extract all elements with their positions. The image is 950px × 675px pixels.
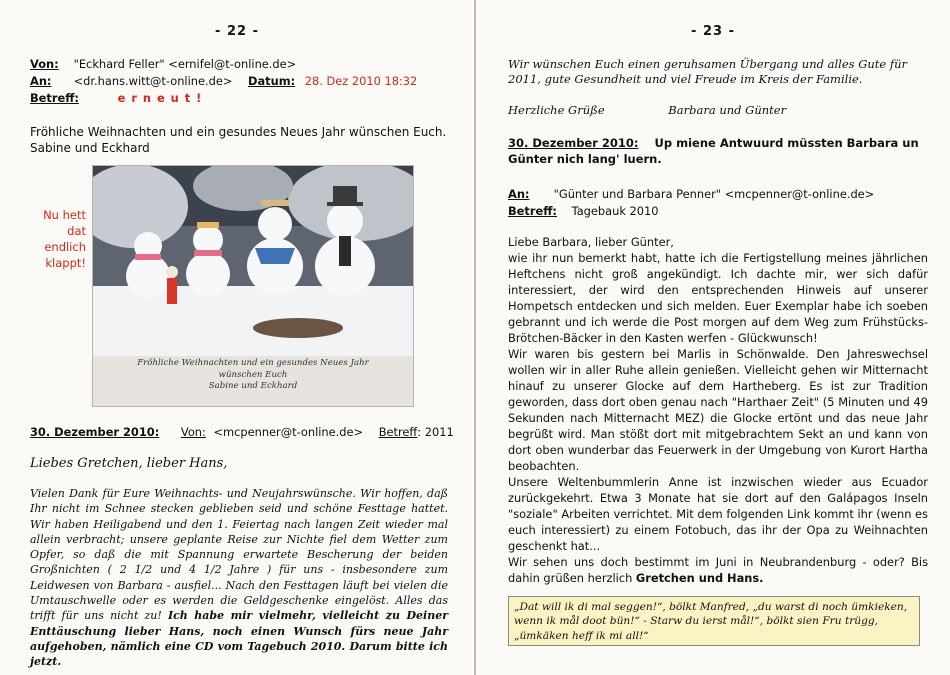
subject-label: Betreff: [508,204,557,218]
regards-label: Herzliche Grüße [508,103,605,117]
caption-line: Sabine und Eckhard [208,381,298,391]
subject-value: Tagebauk 2010 [571,204,659,218]
mail-subject-row [508,203,659,219]
regards-names: Barbara und Günter [668,103,787,117]
paragraph: Wir waren bis gestern bei Marlis in Schönwalde. Den Jahreswechsel wollen wir in aller Ruhe allein genießen. Vielleicht gehen wir Mitternacht hinauf zu unserer Glocke auf dem Hartheberg. Es ist zur Tradition geworden, dass dort oben genau nach "Harthaer Zeit" (5 Minuten und 49 Sekunden nach Mitternacht MEZ) die Glocke ertönt und das neue Jahr begrüßt wird. Man stößt dort mit mitgebrachtem Sekt an und kann von dort oben wunderbar das Feuerwerk in der Umgebung von Kurort Hartha beobachten. [508,347,928,473]
mail-from-row [30,56,296,72]
page-number: - 23 - [691,24,735,39]
side-note: Nu hett dat endlich klappt! [43,208,86,270]
letter-body [508,234,928,586]
right-page [476,0,950,675]
to-label: An: [30,74,52,88]
entry-title: Up miene Antwuurd müssten Barbara un Günter nich lang' luern. [508,136,919,166]
body-line: Sabine und Eckhard [30,141,150,155]
salutation: Liebe Barbara, lieber Günter, [508,235,674,249]
regards-row [508,103,786,117]
mail2-greeting: Liebes Gretchen, lieber Hans, [30,456,228,471]
mail2-body [30,486,448,670]
from-label: Von: [30,57,59,71]
quote-box [508,596,920,646]
mail2-paragraph-bold: Ich habe mir vielmehr, vielleicht zu Deiner Enttäuschung lieber Hans, noch einen Wunsch fürs neue Jahr aufgehoben, nämlich eine CD vom Tagebuch 2010. Darum bitte ich jetzt. [30,609,448,669]
date-value: 28. Dez 2010 18:32 [304,74,418,88]
entry-date: 30. Dezember 2010: [508,136,639,150]
to-label: An: [508,187,530,201]
closing-wish: Wir wünschen Euch einen geruhsamen Übergang und alles Gute für 2011, gute Gesundheit und viel Freude im Kreis der Familie. [508,57,908,87]
paragraph-text: Wir sehen uns doch bestimmt im Juni in Neubrandenburg - oder? Bis dahin grüßen herzlich [508,555,928,585]
mail2-subject-value: : 2011 [417,425,454,439]
snowman-photo-image [93,166,413,356]
mail2-subject-label: Betreff [378,425,418,439]
to-value: "Günter und Barbara Penner" <mcpenner@t-online.de> [553,187,875,201]
page-number: - 22 - [215,24,259,39]
paragraph [508,554,928,586]
paragraph: Unsere Weltenbummlerin Anne ist inzwischen wieder aus Ecuador zurückgekehrt. Etwa 3 Monate hat sie dort auf den Galápagos Inseln "soziale" Arbeiten verrichtet. Mit dem folgenden Link kommt ihr (wenn es euch interessiert) zu einem Fotobuch, das ihr der Opa zu Weihnachten geschenkt hat... [508,475,928,553]
mail-body [30,124,450,156]
from-value: "Eckhard Feller" <ernifel@t-online.de> [73,57,297,71]
caption-line: Fröhliche Weihnachten und ein gesundes Neues Jahr [137,358,369,368]
paragraph: wie ihr nun bemerkt habt, hatte ich die Fertigstellung meines jährlichen Heftchens nicht groß angekündigt. Ich dachte mir, wer sich dafür interessiert, der wird den entsprechenden Hinweis auf unserer Hompetsch entdecken und sich melden. Euer Exemplar habe ich soeben gebrannt und ich werde die Post morgen auf dem Weg zum Frühstücks-Brötchen-Bäcker in den Kasten werfen - Glückwunsch! [508,251,928,345]
caption-line: wünschen Euch [218,369,288,380]
date-label: Datum: [248,74,296,88]
quote-text: „Dat will ik di mal seggen!“, bölkt Manfred, „du warst di noch ümkieken, wenn ik mål doot bün!“ - Starw du ierst mål!“, bölkt sien Fru trügg, „ümkäken heff ik mi all!“ [514,601,908,642]
subject-label: Betreff: [30,91,79,105]
mail2-paragraph: Vielen Dank für Eure Weihnachts- und Neujahrswünsche. Wir hoffen, daß Ihr nicht im Schnee stecken geblieben seid und schöne Festtage hattet. Wir haben Heiligabend und den 1. Feiertag nach langen Zeit wieder mal allein verbracht; unsere geplante Reise zur Nichte fiel dem Wetter zum Opfer, so daß die mit Spannung erwartete Bescherung der beiden Großnichten ( 2 1/2 und 4 1/2 Jahre ) für uns - insbesondere zum Leidwesen von Barbara - ausfiel... Nach den Festtagen läuft bei vielen die Umtauschwelle oder es werden die Geldgeschenke eingelöst. Alles das trifft für uns nicht zu! [30,487,448,623]
body-line: Fröhliche Weihnachten und ein gesundes Neues Jahr wünschen Euch. [30,125,447,139]
signature-names: Gretchen und Hans. [635,571,764,585]
mail2-header-row [30,424,454,440]
mail2-from-value: <mcpenner@t-online.de> [213,425,364,439]
subject-value: e r n e u t ! [117,91,203,105]
mail2-from-label: Von: [180,425,206,439]
mail-subject-row [30,90,202,106]
mail-to-row [508,186,874,202]
mail-to-row [30,73,417,89]
snowman-photo [92,165,414,407]
photo-caption [93,358,413,393]
entry-heading [508,135,928,167]
to-value: <dr.hans.witt@t-online.de> [73,74,233,88]
left-page [0,0,474,675]
mail2-date: 30. Dezember 2010: [30,425,160,439]
